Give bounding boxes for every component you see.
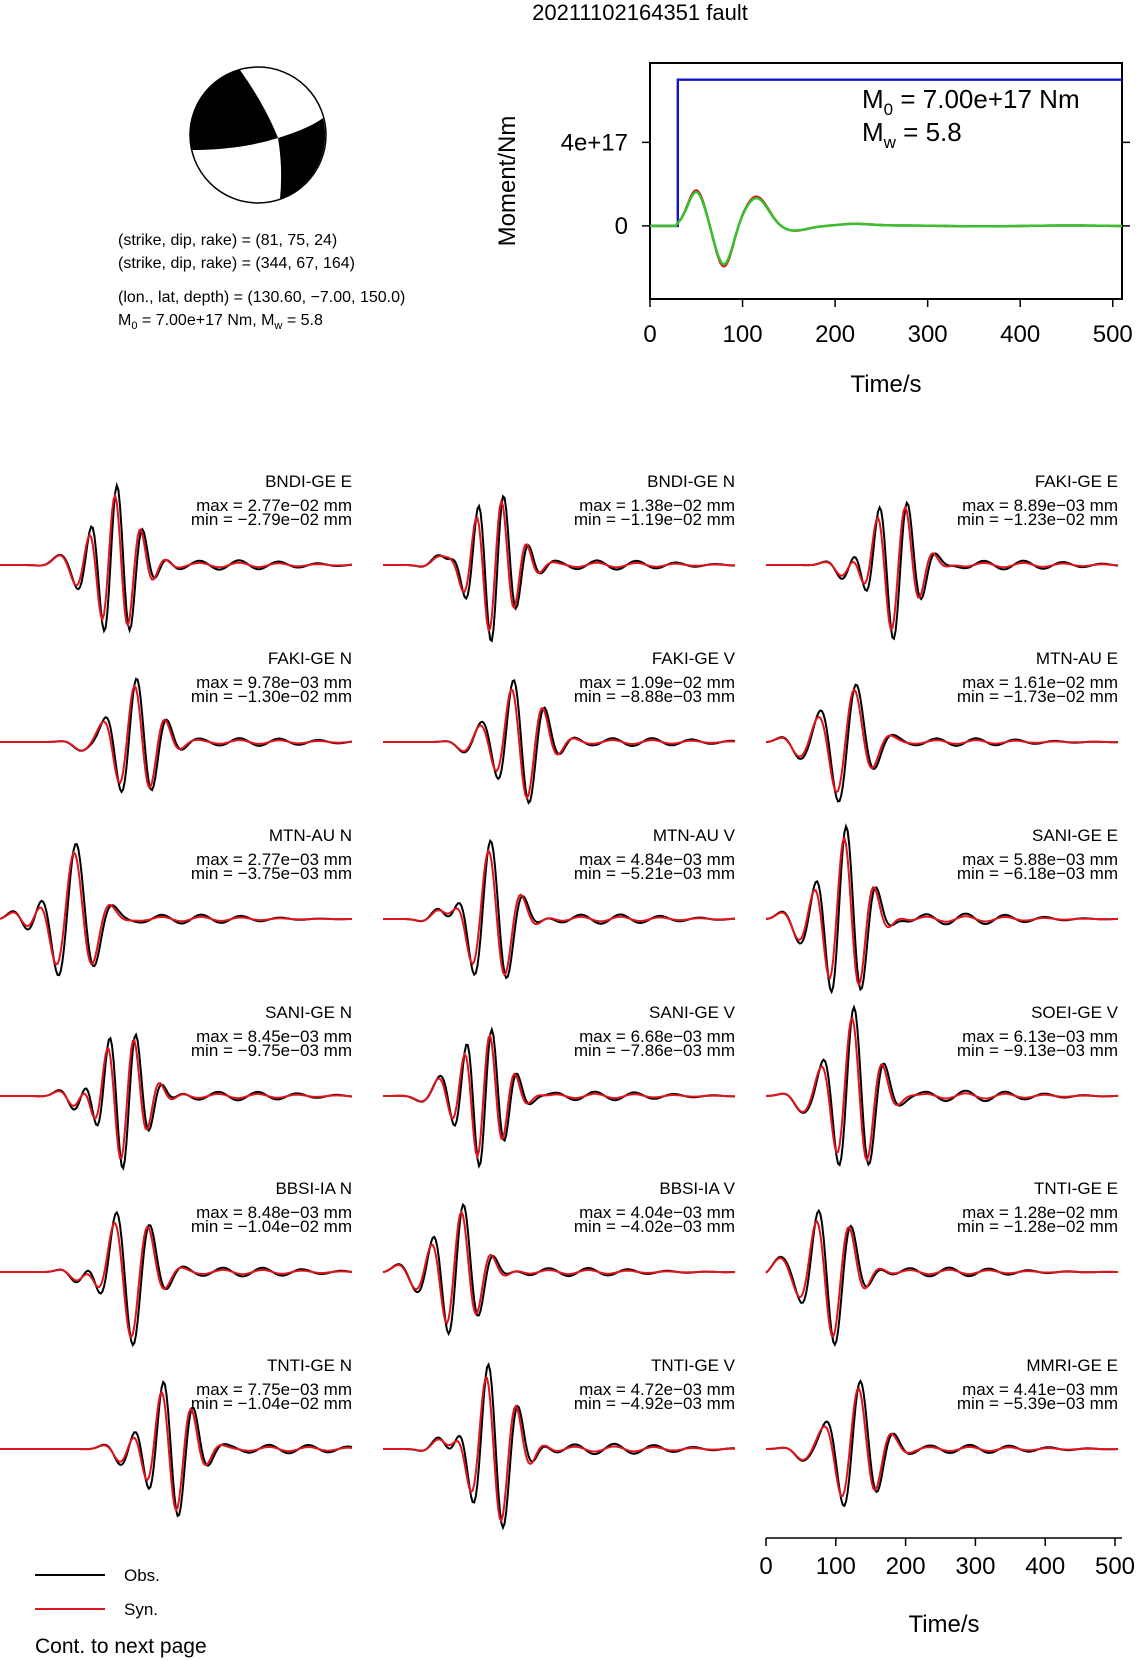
stf-xtick-label: 500 bbox=[1092, 321, 1133, 348]
footer-note: Cont. to next page bbox=[35, 1635, 207, 1658]
trace-station-label: MTN-AU V bbox=[652, 826, 735, 845]
trace-station-label: TNTI-GE V bbox=[650, 1356, 735, 1375]
mechanism-plane1: (strike, dip, rake) = (81, 75, 24) bbox=[118, 232, 338, 249]
trace-station-label: TNTI-GE E bbox=[1033, 1179, 1118, 1198]
stf-xtick-label: 200 bbox=[815, 321, 856, 348]
trace-panel bbox=[766, 649, 1118, 801]
trace-max-label: max = 8.45e−03 mm bbox=[196, 1027, 352, 1046]
trace-panel bbox=[383, 826, 736, 978]
stf-xtick-label: 0 bbox=[643, 321, 657, 348]
mechanism-plane2: (strike, dip, rake) = (344, 67, 164) bbox=[118, 255, 355, 272]
trace-station-label: FAKI-GE V bbox=[651, 649, 735, 668]
trace-max-label: max = 1.38e−02 mm bbox=[579, 496, 735, 515]
trace-panel bbox=[766, 1356, 1118, 1506]
trace-station-label: FAKI-GE E bbox=[1034, 472, 1118, 491]
trace-panel bbox=[383, 1179, 736, 1334]
trace-station-label: SANI-GE N bbox=[265, 1003, 352, 1022]
trace-min-label: min = −1.04e−02 mm bbox=[190, 1217, 352, 1236]
trace-max-label: max = 2.77e−02 mm bbox=[196, 496, 352, 515]
trace-panel bbox=[766, 826, 1118, 992]
stf-xtick-label: 400 bbox=[1000, 321, 1041, 348]
trace-panel bbox=[383, 472, 735, 641]
stf-xlabel: Time/s bbox=[850, 371, 922, 398]
stf-series-red bbox=[650, 190, 1122, 266]
trace-panel bbox=[383, 1003, 736, 1166]
trace-syn-line bbox=[766, 1222, 1118, 1337]
trace-min-label: min = −6.18e−03 mm bbox=[956, 864, 1118, 883]
trace-panel bbox=[0, 472, 352, 631]
trace-min-label: min = −9.13e−03 mm bbox=[956, 1041, 1118, 1060]
trace-syn-line bbox=[0, 1223, 352, 1337]
mechanism-moment: $M_0 = 7.00e+17$ Nm, $M_w = 5.8$ bbox=[118, 312, 323, 332]
trace-max-label: max = 6.68e−03 mm bbox=[579, 1027, 735, 1046]
trace-min-label: min = −1.73e−02 mm bbox=[956, 687, 1118, 706]
trace-max-label: max = 6.13e−03 mm bbox=[962, 1027, 1118, 1046]
moment-rate-panel bbox=[494, 63, 1133, 398]
trace-panel bbox=[383, 649, 736, 803]
trace-min-label: min = −5.39e−03 mm bbox=[956, 1394, 1118, 1413]
trace-max-label: max = 2.77e−03 mm bbox=[196, 850, 352, 869]
trace-station-label: TNTI-GE N bbox=[267, 1356, 352, 1375]
trace-max-label: max = 8.48e−03 mm bbox=[196, 1203, 352, 1222]
trace-max-label: max = 4.41e−03 mm bbox=[962, 1380, 1118, 1399]
trace-max-label: max = 4.04e−03 mm bbox=[579, 1203, 735, 1222]
waveform-xtick-label: 0 bbox=[759, 1553, 773, 1580]
trace-panel bbox=[0, 1356, 352, 1516]
trace-panel bbox=[766, 1179, 1118, 1345]
waveform-grid bbox=[0, 472, 1119, 1528]
trace-station-label: BBSI-IA V bbox=[659, 1179, 735, 1198]
trace-max-label: max = 4.72e−03 mm bbox=[579, 1380, 735, 1399]
trace-station-label: MMRI-GE E bbox=[1026, 1356, 1118, 1375]
trace-min-label: min = −4.02e−03 mm bbox=[573, 1217, 735, 1236]
mechanism-location: (lon., lat, depth) = (130.60, −7.00, 150.0) bbox=[118, 289, 406, 306]
trace-panel bbox=[383, 1356, 736, 1528]
trace-max-label: max = 9.78e−03 mm bbox=[196, 673, 352, 692]
trace-station-label: MTN-AU N bbox=[268, 826, 352, 845]
trace-panel bbox=[0, 1179, 352, 1345]
trace-max-label: max = 4.84e−03 mm bbox=[579, 850, 735, 869]
trace-station-label: SANI-GE E bbox=[1032, 826, 1118, 845]
waveform-xlabel: Time/s bbox=[908, 1611, 980, 1638]
trace-min-label: min = −1.30e−02 mm bbox=[190, 687, 352, 706]
waveform-xtick-label: 300 bbox=[955, 1553, 996, 1580]
waveform-time-axis bbox=[759, 1538, 1135, 1638]
trace-max-label: max = 5.88e−03 mm bbox=[962, 850, 1118, 869]
trace-min-label: min = −1.28e−02 mm bbox=[956, 1217, 1118, 1236]
trace-panel bbox=[766, 1003, 1119, 1165]
stf-series-green bbox=[650, 192, 1122, 264]
legend bbox=[35, 1566, 160, 1619]
trace-min-label: min = −1.19e−02 mm bbox=[573, 510, 735, 529]
trace-min-label: min = −2.79e−02 mm bbox=[190, 510, 352, 529]
trace-panel bbox=[0, 826, 352, 975]
beachball-mechanism bbox=[189, 67, 326, 203]
waveform-xtick-label: 400 bbox=[1025, 1553, 1066, 1580]
stf-mw-label: $M_w = 5.8$ bbox=[862, 117, 962, 152]
trace-max-label: max = 7.75e−03 mm bbox=[196, 1380, 352, 1399]
stf-ytick-label: 0 bbox=[614, 212, 628, 240]
legend-obs-label: Obs. bbox=[124, 1566, 160, 1585]
trace-panel bbox=[766, 472, 1118, 639]
stf-m0-label: $M_0 = 7.00e+17$ Nm bbox=[862, 84, 1080, 119]
trace-station-label: SOEI-GE V bbox=[1031, 1003, 1118, 1022]
stf-xtick-label: 100 bbox=[722, 321, 763, 348]
trace-min-label: min = −1.04e−02 mm bbox=[190, 1394, 352, 1413]
trace-station-label: SANI-GE V bbox=[649, 1003, 735, 1022]
trace-panel bbox=[0, 649, 352, 792]
trace-station-label: BNDI-GE E bbox=[265, 472, 352, 491]
trace-max-label: max = 1.09e−02 mm bbox=[579, 673, 735, 692]
trace-panel bbox=[0, 1003, 352, 1168]
waveform-xtick-label: 200 bbox=[885, 1553, 926, 1580]
trace-max-label: max = 8.89e−03 mm bbox=[962, 496, 1118, 515]
trace-min-label: min = −1.23e−02 mm bbox=[956, 510, 1118, 529]
stf-xtick-label: 300 bbox=[907, 321, 948, 348]
trace-min-label: min = −8.88e−03 mm bbox=[573, 687, 735, 706]
trace-station-label: FAKI-GE N bbox=[267, 649, 352, 668]
waveform-xtick-label: 500 bbox=[1094, 1553, 1136, 1580]
legend-syn-label: Syn. bbox=[124, 1600, 159, 1619]
stf-axis-ticks bbox=[561, 129, 1133, 348]
stf-ylabel: Moment/Nm bbox=[494, 115, 521, 247]
trace-min-label: min = −3.75e−03 mm bbox=[190, 864, 352, 883]
trace-max-label: max = 1.61e−02 mm bbox=[962, 673, 1118, 692]
trace-station-label: BBSI-IA N bbox=[275, 1179, 352, 1198]
trace-min-label: min = −7.86e−03 mm bbox=[573, 1041, 735, 1060]
waveform-xtick-label: 100 bbox=[815, 1553, 856, 1580]
trace-min-label: min = −5.21e−03 mm bbox=[573, 864, 735, 883]
figure-title: 20211102164351 fault bbox=[532, 0, 748, 25]
trace-max-label: max = 1.28e−02 mm bbox=[962, 1203, 1118, 1222]
trace-station-label: MTN-AU E bbox=[1035, 649, 1118, 668]
trace-min-label: min = −9.75e−03 mm bbox=[190, 1041, 352, 1060]
stf-ytick-label: 4e+17 bbox=[560, 129, 628, 157]
trace-min-label: min = −4.92e−03 mm bbox=[573, 1394, 735, 1413]
trace-station-label: BNDI-GE N bbox=[647, 472, 735, 491]
